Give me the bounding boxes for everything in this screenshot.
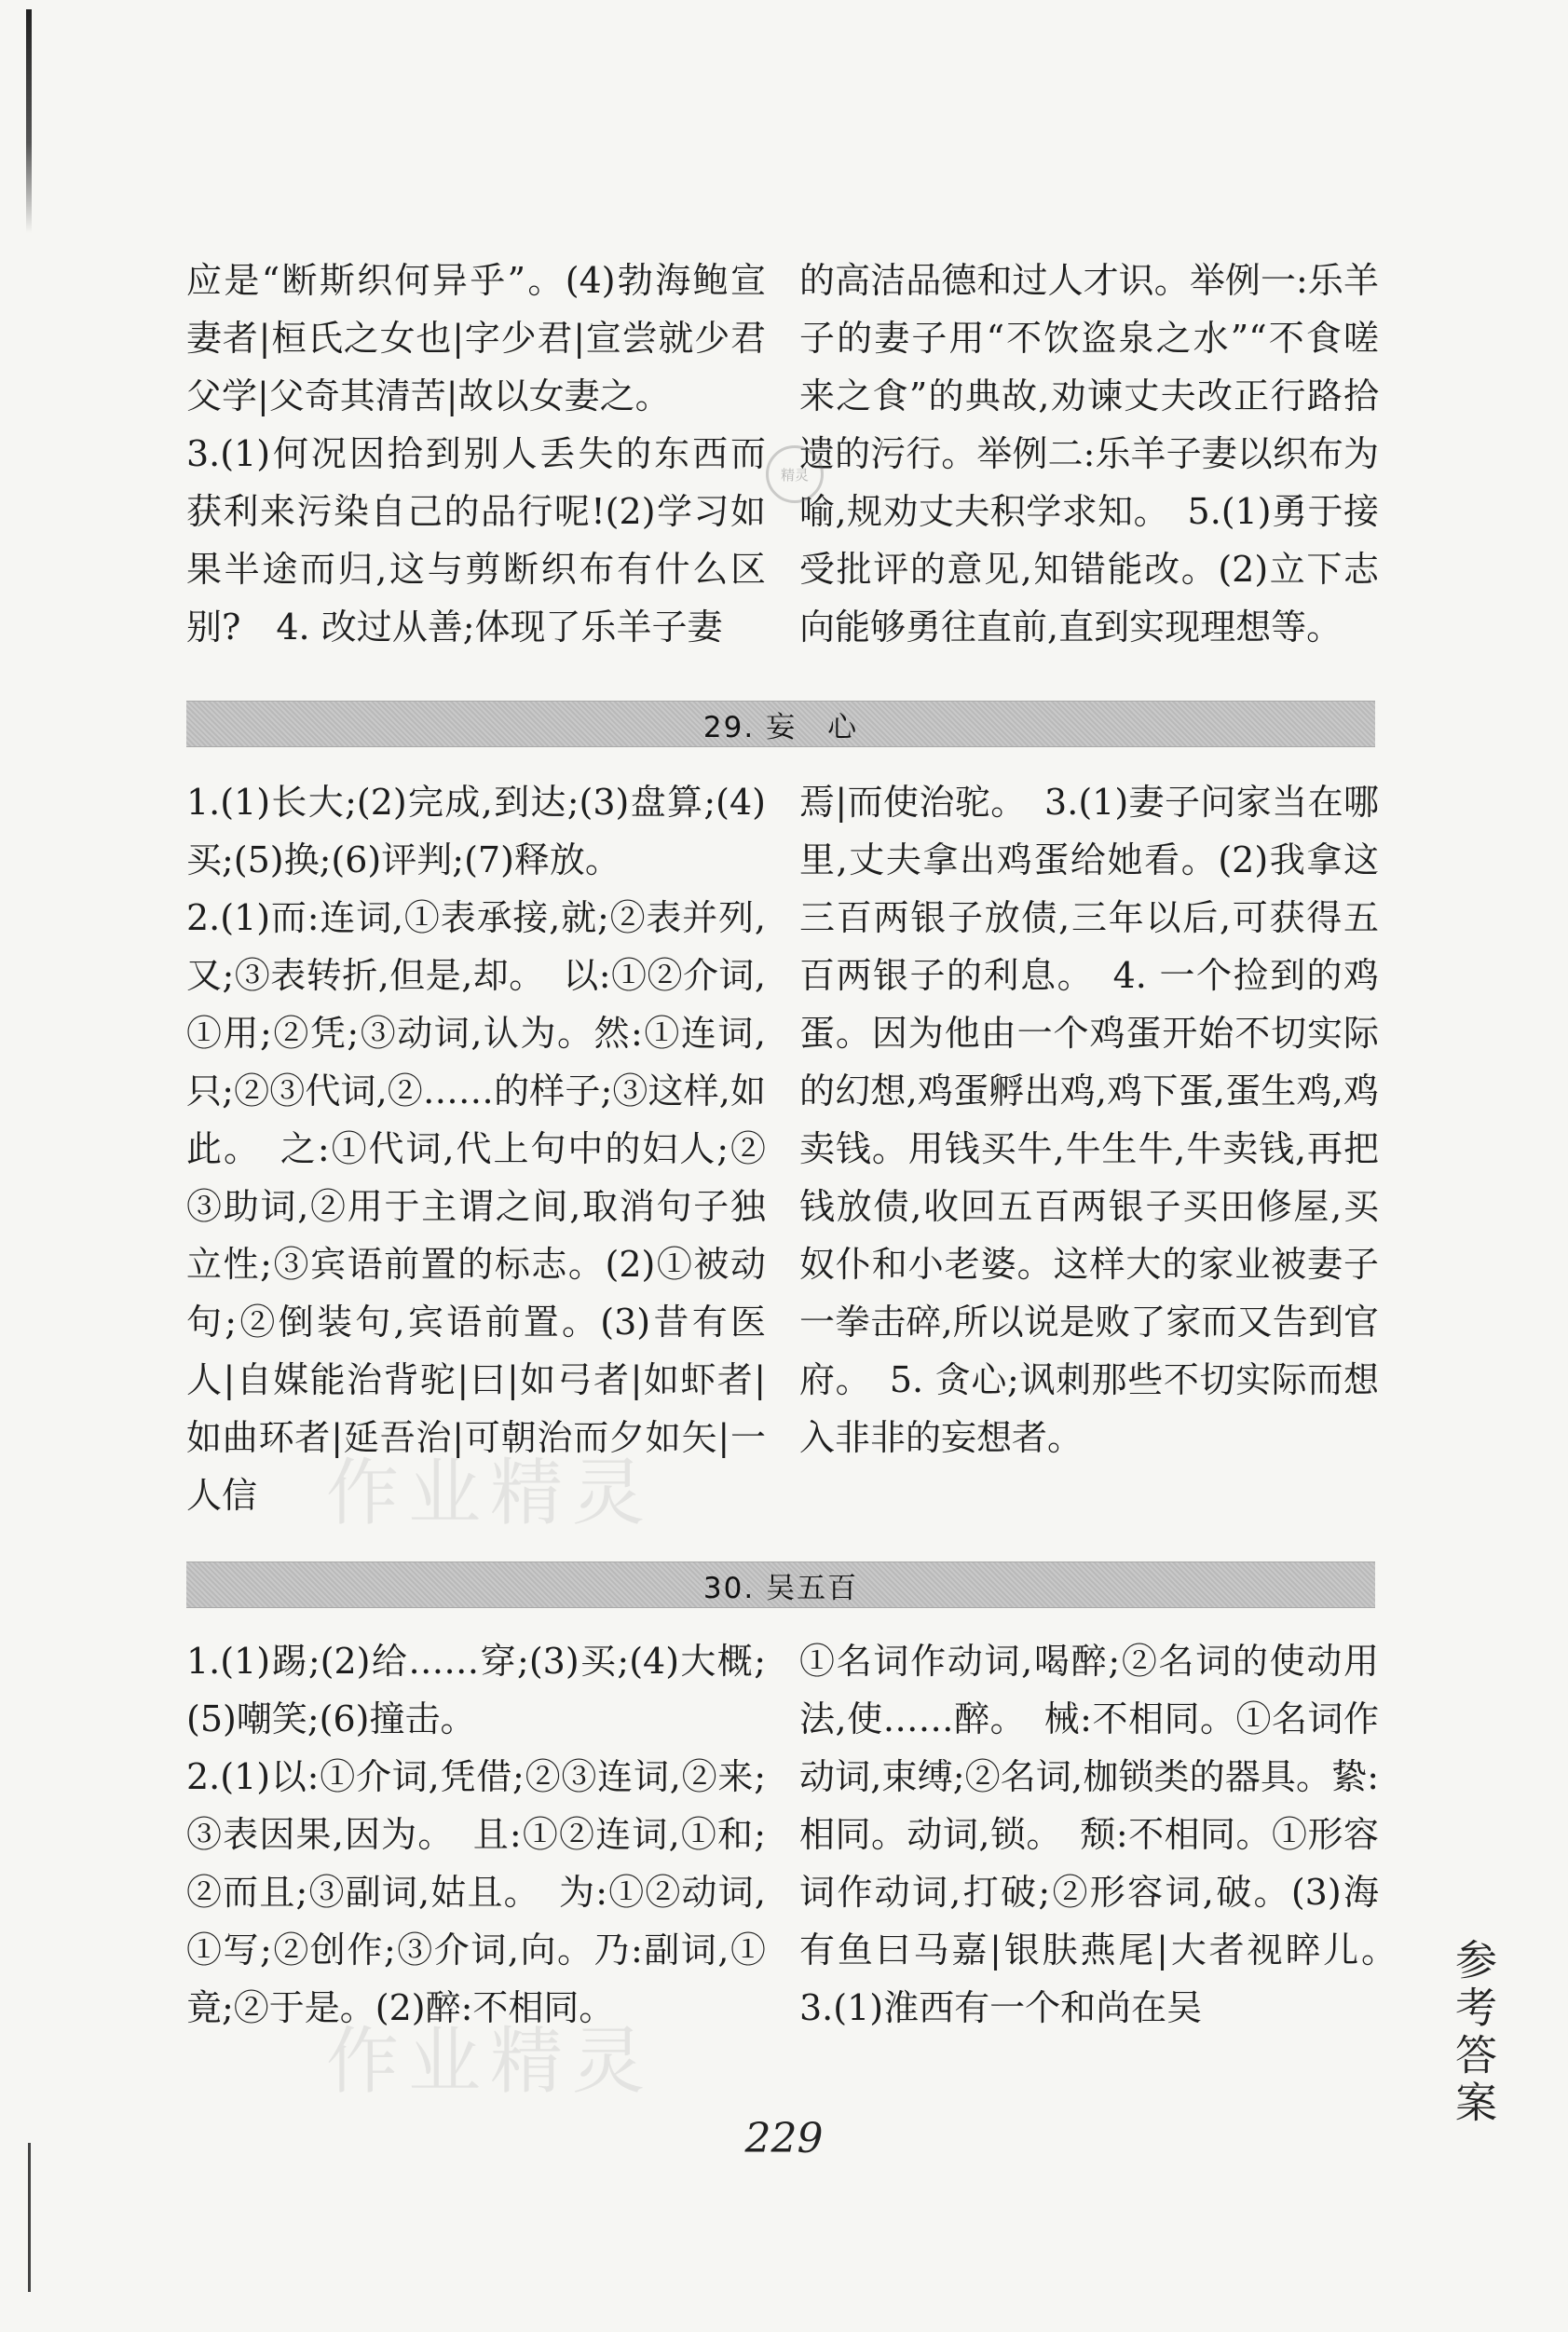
paragraph: 1.(1)踢;(2)给……穿;(3)买;(4)大概;(5)嘲笑;(6)撞击。 (186, 1641, 766, 1739)
section29-right-column (799, 773, 1379, 1466)
watermark-text: 作业精灵 (326, 1452, 655, 1535)
scan-edge-mark-bottom (28, 2143, 31, 2292)
paragraph: 2.(1)以:①介词,凭借;②③连词,②来;③表因果,因为。 且:①②连词,①和;②而且;③副词,姑且。 为:①②动词,①写;②创作;③介词,向。乃:副词,①竟;②于是。(2)醉:不相同。 (186, 1756, 766, 2028)
paragraph: 应是“断斯织何异乎”。(4)勃海鲍宣妻者|桓氏之女也|字少君|宣尝就少君父学|父奇其清苦|故以女妻之。 (186, 260, 766, 416)
section-header-29: 29. 妄 心 (186, 701, 1375, 747)
section29-left-column (186, 773, 766, 1524)
top-left-column (186, 252, 766, 656)
side-tab-label: 参考答案 (1448, 1938, 1497, 2128)
paragraph: 的高洁品德和过人才识。举例一:乐羊子的妻子用“不饮盗泉之水”“不食嗟来之食”的典故,劝谏丈夫改正行路拾遗的污行。举例二:乐羊子妻以织布为喻,规劝丈夫积学求知。 5.(1)勇于接受批评的意见,知错能改。(2)立下志向能够勇往直前,直到实现理想等。 (799, 260, 1379, 648)
paragraph: 2.(1)而:连词,①表承接,就;②表并列,又;③表转折,但是,却。 以:①②介词,①用;②凭;③动词,认为。然:①连词,只;②③代词,②……的样子;③这样,如此。 之:①代词,代上句中的妇人;②③助词,②用于主谓之间,取消句子独立性;③宾语前置的标志。(2)①被动句;②倒装句,宾语前置。(3)昔有医人|自媒能治背驼|曰|如弓者|如虾者|如曲环者|延吾治|可朝治而夕如矢|一人信 (186, 897, 766, 1516)
top-right-column (799, 252, 1379, 656)
section-header-30: 30. 吴五百 (186, 1561, 1375, 1608)
paragraph: 1.(1)长大;(2)完成,到达;(3)盘算;(4)买;(5)换;(6)评判;(7)释放。 (186, 782, 766, 880)
section30-right-column (799, 1632, 1415, 2037)
watermark-stamp: 精灵 (766, 445, 824, 503)
page-number: 229 (744, 2115, 824, 2162)
paragraph: 焉|而使治驼。 3.(1)妻子问家当在哪里,丈夫拿出鸡蛋给她看。(2)我拿这三百两银子放债,三年以后,可获得五百两银子的利息。 4. 一个捡到的鸡蛋。因为他由一个鸡蛋开始不切实际的幻想,鸡蛋孵出鸡,鸡下蛋,蛋生鸡,鸡卖钱。用钱买牛,牛生牛,牛卖钱,再把钱放债,收回五百两银子买田修屋,买奴仆和小老婆。这样大的家业被妻子一拳击碎,所以说是败了家而又告到官府。 5. 贪心;讽刺那些不切实际而想入非非的妄想者。 (799, 782, 1379, 1458)
paragraph: ①名词作动词,喝醉;②名词的使动用法,使……醉。 械:不相同。①名词作动词,束缚;②名词,枷锁类的器具。絷:相同。动词,锁。 颓:不相同。①形容词作动词,打破;②形容词,破。(3)海有鱼曰马嘉|银肤燕尾|大者视睟儿。 3.(1)淮西有一个和尚在吴 (799, 1641, 1415, 2028)
paragraph: 3.(1)何况因拾到别人丢失的东西而获利来污染自己的品行呢!(2)学习如果半途而归,这与剪断织布有什么区别? 4. 改过从善;体现了乐羊子妻 (186, 433, 766, 648)
section30-left-column (186, 1632, 766, 2037)
watermark-text: 作业精灵 (326, 2020, 655, 2104)
scan-edge-mark (26, 9, 32, 233)
